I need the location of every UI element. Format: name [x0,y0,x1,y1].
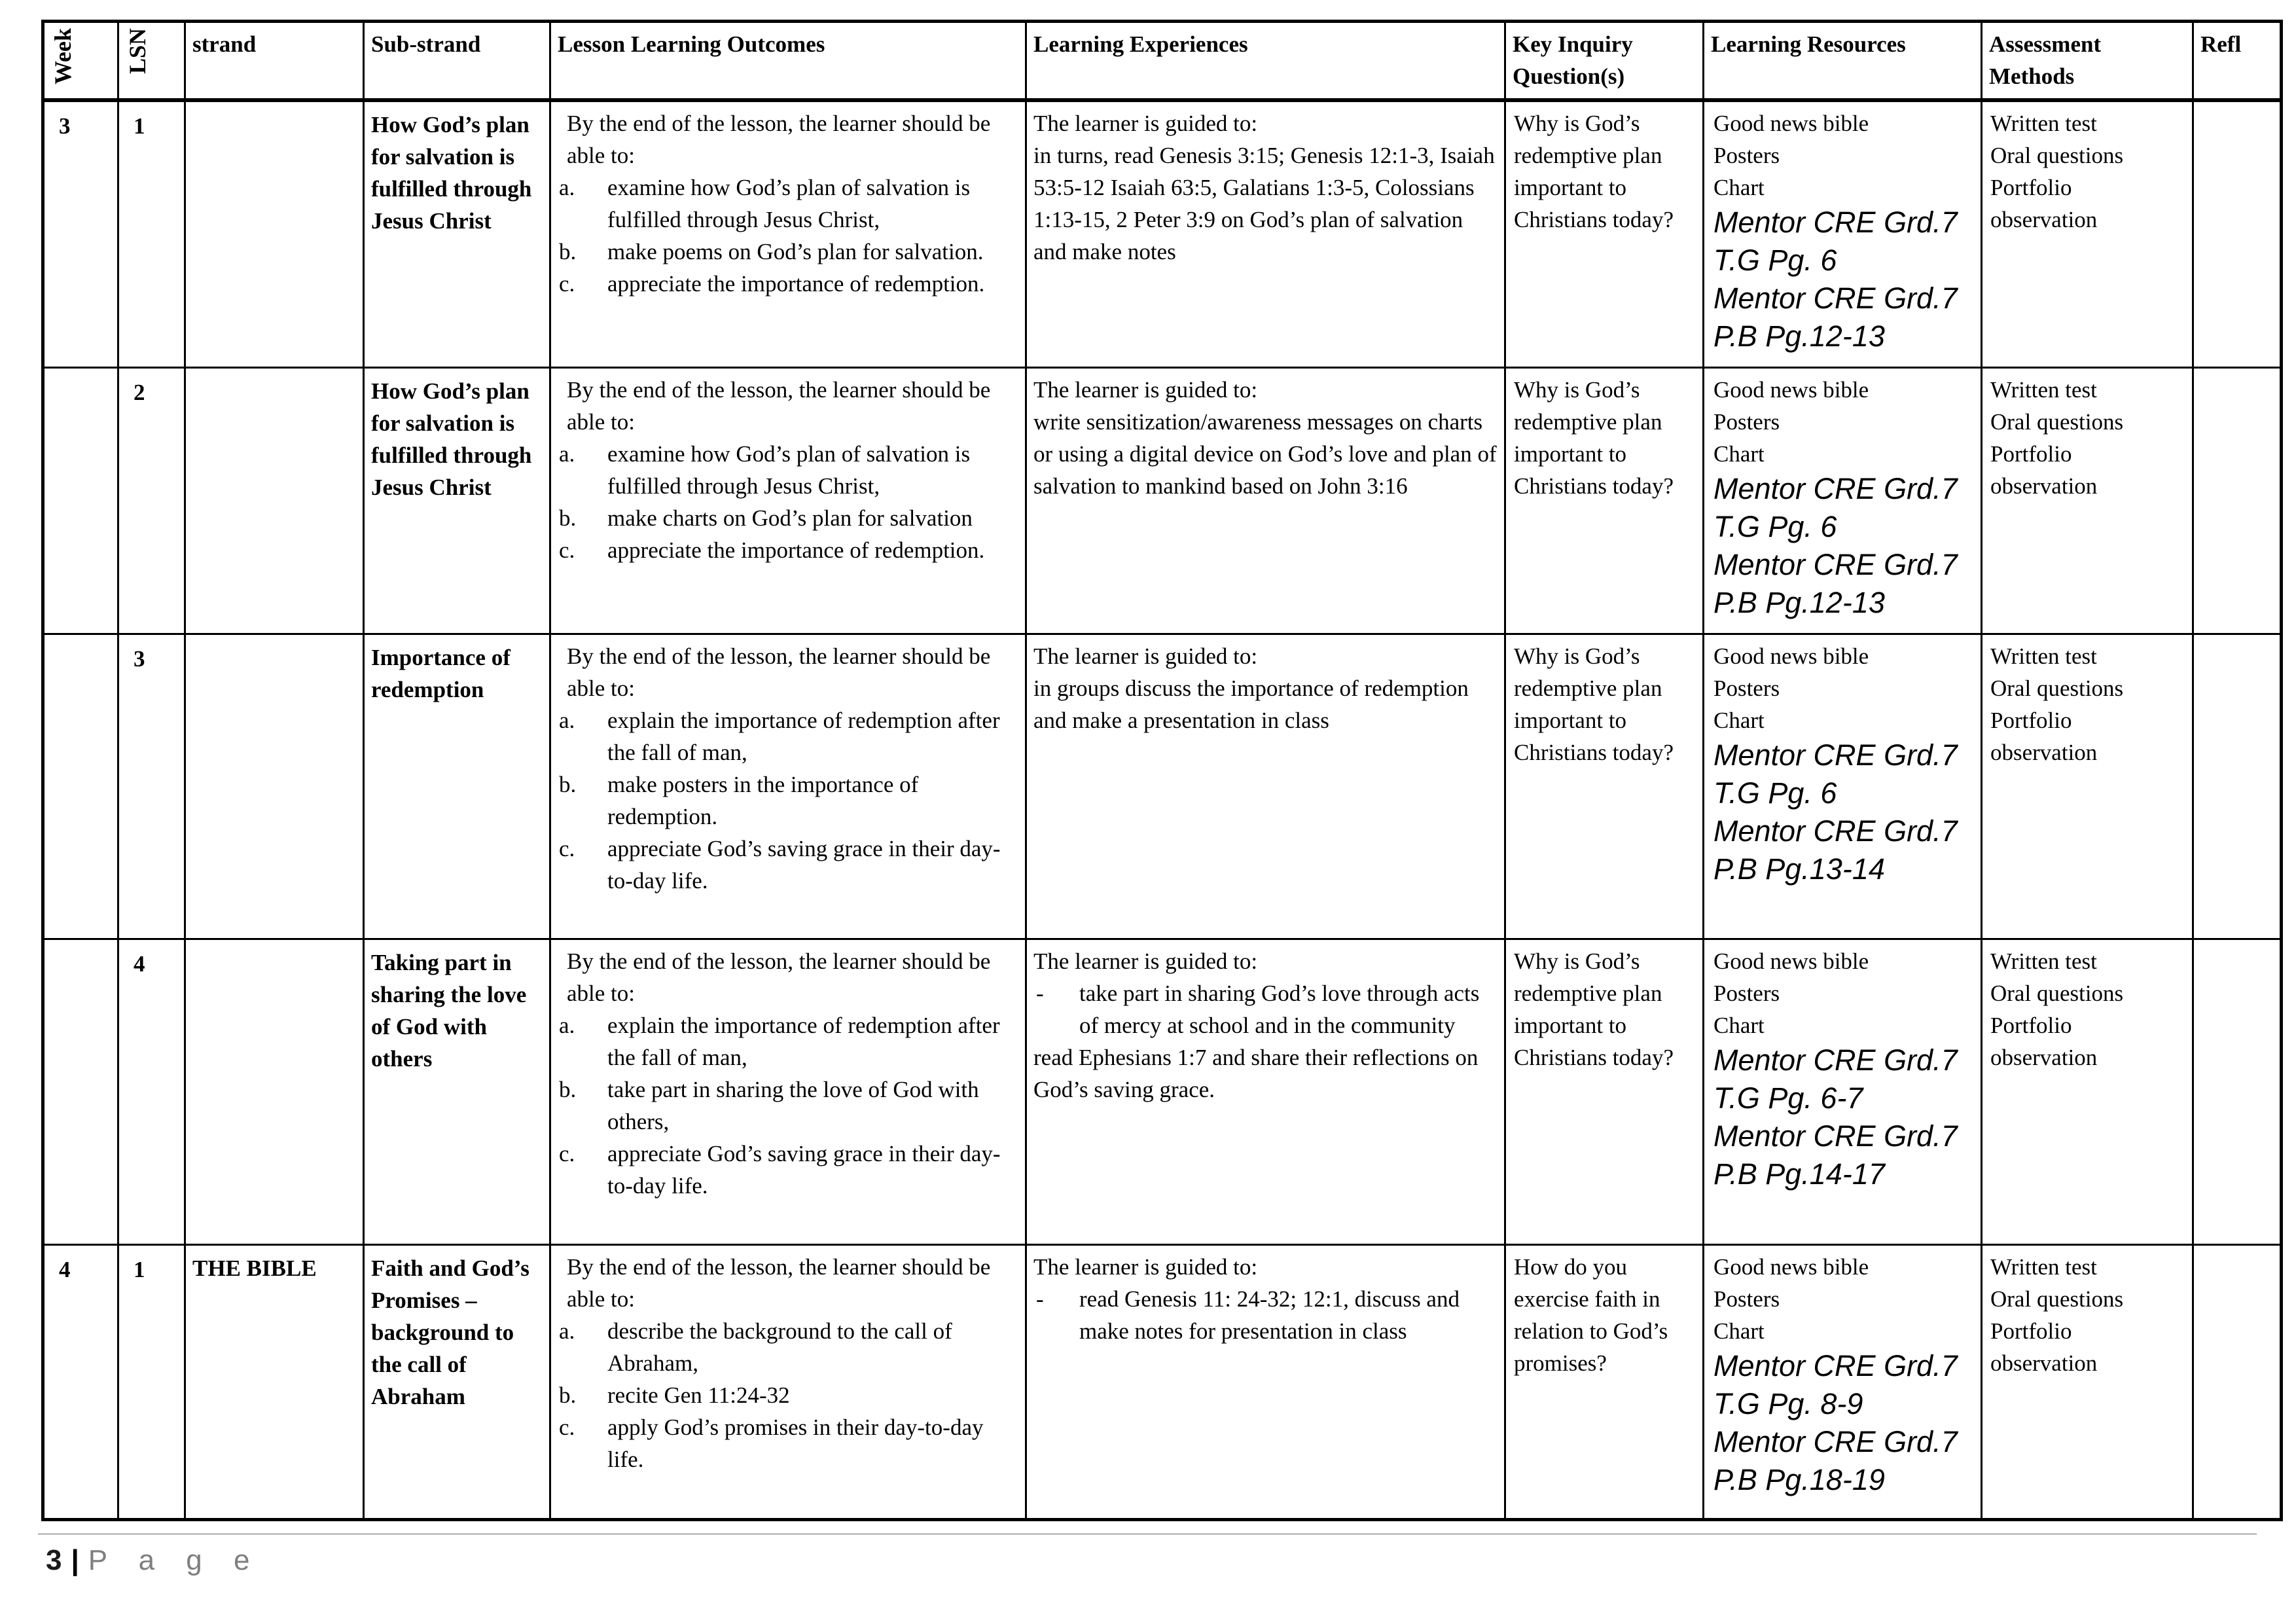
outcome-item [558,268,1018,300]
resources-cell [1704,100,1982,367]
col-header-assessment: Assessment Methods [1982,22,2193,101]
outcome-item [558,1411,1018,1475]
lsn-value: 2 [134,379,145,405]
outcome-item-label: c. [559,537,575,563]
lsn-cell [118,1244,185,1519]
resource-line: Chart [1713,1318,1765,1344]
outcome-item-text: apply God’s promises in their day-to-day life. [607,1414,984,1472]
header-row [43,22,2282,101]
footer-page-label: P a g e [88,1544,262,1576]
strand-text [192,945,356,947]
outcome-item [558,236,1018,268]
experiences-intro: The learner is guided to: [1033,376,1258,403]
inquiry-text: Why is God’s redemptive plan important to Christians today? [1514,111,1674,232]
experience-bullet-text: take part in sharing God’s love through acts of mercy at school and in the community [1079,980,1480,1038]
strand-cell [185,634,364,939]
col-header-week-label: Week [50,28,76,84]
table-row [43,634,2282,939]
assessment-line: Portfolio [1990,707,2072,733]
resource-line: Posters [1713,980,1780,1006]
outcome-item [558,171,1018,236]
assessment-line: Written test [1990,376,2097,403]
resource-line-italic: Mentor CRE Grd.7 P.B Pg.12-13 [1713,281,1958,353]
col-header-refl: Refl [2193,22,2282,101]
inquiry-text: Why is God’s redemptive plan important to Christians today? [1514,376,1674,499]
outcome-item [558,1138,1018,1202]
strand-cell [185,100,364,367]
outcomes-intro: By the end of the lesson, the learner should be able to: [567,111,991,168]
experience-paragraph: in groups discuss the importance of redemption and make a presentation in class [1033,675,1469,733]
week-cell [43,367,118,634]
inquiry-text: Why is God’s redemptive plan important to Christians today? [1514,948,1674,1070]
sub-strand-text: How God’s plan for salvation is fulfilled through Jesus Christ [371,112,532,234]
assessment-cell [1982,1244,2193,1519]
outcome-item-label: b. [559,239,577,264]
inquiry-cell [1505,367,1704,634]
resources-cell [1704,634,1982,939]
resource-line-italic: Mentor CRE Grd.7 T.G Pg. 8-9 [1713,1348,1958,1420]
outcome-item-text: make posters in the importance of redemption. [607,771,919,829]
outcome-item-label: a. [559,1318,575,1344]
week-value [51,640,111,643]
outcome-item [558,833,1018,897]
assessment-line: Written test [1990,111,2097,136]
lsn-value: 1 [134,1256,145,1282]
resources-cell [1704,367,1982,634]
experiences-intro: The learner is guided to: [1033,948,1258,974]
col-header-outcomes: Lesson Learning Outcomes [550,22,1026,101]
outcome-item [558,1315,1018,1379]
assessment-line: Portfolio [1990,441,2072,467]
col-header-experiences: Learning Experiences [1026,22,1505,101]
resource-line: Good news bible [1713,1254,1869,1280]
outcome-item [558,502,1018,534]
outcomes-intro: By the end of the lesson, the learner should be able to: [567,376,991,435]
outcome-item-label: c. [559,271,575,297]
lsn-value: 3 [134,645,145,672]
week-value: 3 [59,113,71,139]
experiences-cell [1026,100,1505,367]
experiences-cell [1026,1244,1505,1519]
assessment-line: Written test [1990,1254,2097,1280]
assessment-cell [1982,100,2193,367]
inquiry-cell [1505,634,1704,939]
sub-strand-text: Importance of redemption [371,644,511,702]
resource-line-italic: Mentor CRE Grd.7 T.G Pg. 6 [1713,206,1958,277]
experiences-intro: The learner is guided to: [1033,1254,1258,1280]
resource-line-italic: Mentor CRE Grd.7 P.B Pg.13-14 [1713,814,1958,886]
table-row [43,1244,2282,1519]
outcome-item [558,438,1018,502]
outcome-item-text: appreciate God’s saving grace in their day-to-day life. [607,1140,1001,1199]
experience-paragraph: write sensitization/awareness messages on charts or using a digital device on God’s love and plan of salvation to mankind based on John 3:16 [1033,408,1497,499]
resource-line: Chart [1713,441,1765,467]
outcome-item-label: b. [559,505,577,531]
sub-strand-text: Taking part in sharing the love of God with others [371,949,527,1072]
refl-cell [2193,1244,2282,1519]
outcomes-intro: By the end of the lesson, the learner should be able to: [567,1254,991,1312]
resource-line-italic: Mentor CRE Grd.7 P.B Pg.18-19 [1713,1424,1958,1496]
outcome-item-label: a. [559,441,575,467]
week-cell [43,1244,118,1519]
outcome-item-text: examine how God’s plan of salvation is fulfilled through Jesus Christ, [607,175,971,232]
experiences-intro: The learner is guided to: [1033,111,1258,136]
resources-cell [1704,939,1982,1244]
outcome-item-label: c. [559,1140,575,1166]
week-value: 4 [59,1256,71,1282]
outcome-item [558,1074,1018,1138]
inquiry-cell [1505,939,1704,1244]
week-cell [43,100,118,367]
resource-line: Chart [1713,1012,1765,1038]
outcome-item-label: b. [559,1076,577,1102]
week-value [51,945,111,948]
sub-strand-cell [364,367,550,634]
assessment-line: observation [1990,207,2098,232]
sub-strand-cell [364,1244,550,1519]
sub-strand-cell [364,634,550,939]
sub-strand-cell [364,100,550,367]
outcome-item-text: examine how God’s plan of salvation is fulfilled through Jesus Christ, [607,441,971,499]
outcomes-intro: By the end of the lesson, the learner should be able to: [567,643,991,701]
outcome-item [558,768,1018,833]
page-footer [46,1543,261,1578]
col-header-week [43,22,118,101]
resource-line: Posters [1713,1286,1780,1312]
outcome-item-text: appreciate the importance of redemption. [607,271,985,297]
resource-line-italic: Mentor CRE Grd.7 P.B Pg.12-13 [1713,547,1958,619]
experiences-cell [1026,367,1505,634]
assessment-line: Written test [1990,643,2097,669]
experience-bullet-text: read Genesis 11: 24-32; 12:1, discuss and make notes for presentation in class [1079,1286,1460,1344]
sub-strand-cell [364,939,550,1244]
col-header-lsn [118,22,185,101]
assessment-line: Portfolio [1990,175,2072,200]
week-value [51,374,111,376]
dash-bullet: - [1036,980,1044,1006]
assessment-cell [1982,367,2193,634]
resource-line-italic: Mentor CRE Grd.7 T.G Pg. 6 [1713,471,1958,543]
page-number: 3 [46,1544,62,1576]
footer-pipe: | [71,1544,79,1576]
table-row [43,100,2282,367]
resources-cell [1704,1244,1982,1519]
assessment-cell [1982,939,2193,1244]
dash-bullet: - [1036,1286,1044,1312]
outcome-item-text: recite Gen 11:24-32 [607,1382,790,1408]
scheme-of-work-table [41,20,2283,1521]
sub-strand-text: How God’s plan for salvation is fulfilled through Jesus Christ [371,378,532,500]
outcomes-cell [550,634,1026,939]
resource-line: Chart [1713,175,1765,200]
refl-cell [2193,367,2282,634]
experiences-cell [1026,939,1505,1244]
assessment-line: observation [1990,473,2098,499]
outcomes-cell [550,939,1026,1244]
outcomes-cell [550,100,1026,367]
resource-line-italic: Mentor CRE Grd.7 P.B Pg.14-17 [1713,1119,1958,1191]
assessment-line: Portfolio [1990,1012,2072,1038]
outcome-item-text: describe the background to the call of Abraham, [607,1318,952,1376]
week-cell [43,939,118,1244]
experiences-intro: The learner is guided to: [1033,643,1258,669]
lsn-cell [118,367,185,634]
assessment-line: Oral questions [1990,408,2124,435]
sub-strand-text: Faith and God’s Promises – background to the call of Abraham [371,1255,529,1409]
assessment-line: Oral questions [1990,1286,2124,1312]
strand-text [192,107,356,109]
strand-cell [185,939,364,1244]
assessment-line: Oral questions [1990,980,2124,1006]
footer-divider [38,1533,2257,1535]
table-row [43,367,2282,634]
inquiry-text: How do you exercise faith in relation to God’s promises? [1514,1254,1668,1376]
experience-paragraph: read Ephesians 1:7 and share their reflections on God’s saving grace. [1033,1044,1479,1102]
resource-line: Posters [1713,675,1780,701]
resource-line-italic: Mentor CRE Grd.7 T.G Pg. 6 [1713,738,1958,810]
outcome-item-text: appreciate God’s saving grace in their day-to-day life. [607,835,1001,893]
assessment-line: Oral questions [1990,143,2124,168]
outcomes-intro: By the end of the lesson, the learner should be able to: [567,948,991,1006]
outcome-item-text: make charts on God’s plan for salvation [607,505,973,531]
outcome-item-label: b. [559,1382,577,1408]
outcome-item-label: b. [559,771,577,797]
outcome-item [558,1009,1018,1074]
inquiry-cell [1505,1244,1704,1519]
outcome-item-text: explain the importance of redemption after the fall of man, [607,707,1000,765]
lsn-cell [118,634,185,939]
assessment-line: Portfolio [1990,1318,2072,1344]
experiences-cell [1026,634,1505,939]
refl-cell [2193,939,2282,1244]
col-header-sub-strand: Sub-strand [364,22,550,101]
strand-text: THE BIBLE [192,1255,317,1281]
col-header-resources: Learning Resources [1704,22,1982,101]
assessment-line: observation [1990,1350,2098,1376]
resource-line: Good news bible [1713,111,1869,136]
resource-line: Posters [1713,143,1780,168]
experience-bullet [1033,977,1498,1041]
resource-line: Posters [1713,408,1780,435]
outcome-item-text: appreciate the importance of redemption. [607,537,985,563]
resource-line: Good news bible [1713,643,1869,669]
inquiry-text: Why is God’s redemptive plan important to Christians today? [1514,643,1674,765]
outcome-item-label: c. [559,835,575,861]
strand-cell [185,1244,364,1519]
outcome-item [558,534,1018,566]
assessment-line: Oral questions [1990,675,2124,701]
week-cell [43,634,118,939]
resource-line-italic: Mentor CRE Grd.7 T.G Pg. 6-7 [1713,1043,1958,1115]
resource-line: Chart [1713,707,1765,733]
experience-bullet [1033,1283,1498,1347]
lsn-cell [118,939,185,1244]
refl-cell [2193,100,2282,367]
col-header-strand: strand [185,22,364,101]
lsn-value: 4 [134,950,145,977]
outcome-item-text: explain the importance of redemption after the fall of man, [607,1012,1000,1070]
outcome-item-text: make poems on God’s plan for salvation. [607,239,984,264]
table-row [43,939,2282,1244]
col-header-inquiry: Key Inquiry Question(s) [1505,22,1704,101]
inquiry-cell [1505,100,1704,367]
resource-line: Good news bible [1713,948,1869,974]
outcome-item [558,704,1018,768]
strand-cell [185,367,364,634]
assessment-line: observation [1990,739,2098,765]
lsn-cell [118,100,185,367]
outcomes-cell [550,367,1026,634]
outcome-item-text: take part in sharing the love of God with others, [607,1076,979,1134]
outcome-item-label: a. [559,1012,575,1038]
resource-line: Good news bible [1713,376,1869,403]
outcomes-cell [550,1244,1026,1519]
outcome-item-label: a. [559,175,575,200]
outcome-item [558,1379,1018,1411]
assessment-line: Written test [1990,948,2097,974]
assessment-line: observation [1990,1044,2098,1070]
experience-paragraph: in turns, read Genesis 3:15; Genesis 12:1-3, Isaiah 53:5-12 Isaiah 63:5, Galatians 1:3-5, Colossians 1:13-15, 2 Peter 3:9 on God’s plan of salvation and make notes [1033,143,1495,264]
outcome-item-label: a. [559,707,575,733]
assessment-cell [1982,634,2193,939]
outcome-item-label: c. [559,1414,575,1440]
refl-cell [2193,634,2282,939]
col-header-lsn-label: LSN [124,28,151,75]
strand-text [192,374,356,375]
strand-text [192,640,356,641]
lsn-value: 1 [134,113,145,139]
